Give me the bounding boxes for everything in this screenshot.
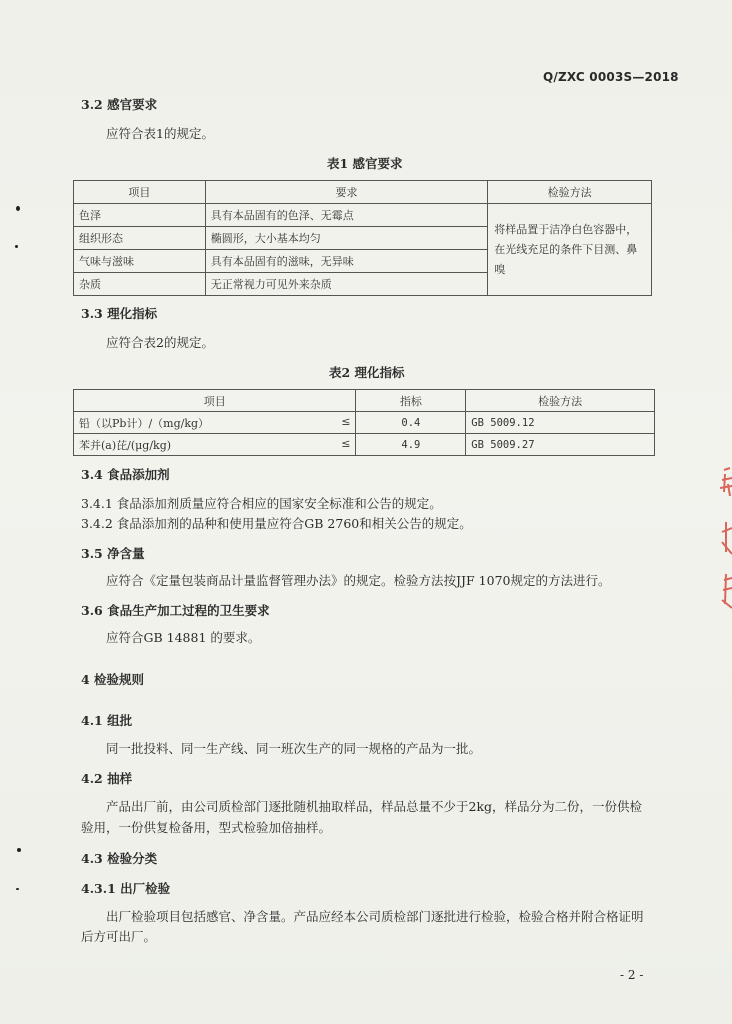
section-3-3-heading: 3.3 理化指标 [81, 306, 158, 321]
item-cell: 组织形态 [74, 227, 206, 250]
clause-3-4-2: 3.4.2 食品添加剂的品种和使用量应符合GB 2760和相关公告的规定。 [81, 516, 472, 531]
item-label: 铅（以Pb计）/（mg/kg） [79, 416, 210, 430]
table-1-caption: 表1 感官要求 [327, 156, 403, 171]
section-4-3-1-text-line2: 后方可出厂。 [81, 929, 157, 944]
column-header: 检验方法 [488, 181, 652, 204]
column-header: 项目 [74, 390, 356, 412]
table-2-caption: 表2 理化指标 [329, 365, 405, 380]
section-4-1-heading: 4.1 组批 [81, 713, 133, 728]
section-4-2-text-line1: 产品出厂前，由公司质检部门逐批随机抽取样品，样品总量不少于2kg，样品分为二份，一份供检 [106, 799, 643, 814]
item-cell [74, 434, 356, 456]
scan-speck [17, 848, 21, 852]
item-cell: 色泽 [74, 204, 206, 227]
section-3-5-heading: 3.5 净含量 [81, 546, 145, 561]
section-3-2-text: 应符合表1的规定。 [106, 126, 214, 141]
table-row [74, 204, 652, 227]
table-row [74, 412, 655, 434]
value-cell: 4.9 [356, 434, 466, 456]
item-cell: 气味与滋味 [74, 250, 206, 273]
section-4-3-1-text-line1: 出厂检验项目包括感官、净含量。产品应经本公司质检部门逐批进行检验，检验合格并附合格证明 [106, 909, 644, 924]
section-4-1-text: 同一批投料、同一生产线、同一班次生产的同一规格的产品为一批。 [106, 741, 482, 756]
item-cell: 杂质 [74, 273, 206, 296]
method-cell: 将样品置于洁净白色容器中，在光线充足的条件下目测、鼻嗅 [488, 204, 652, 296]
scan-speck [15, 245, 18, 248]
method-cell: GB 5009.27 [466, 434, 655, 456]
section-3-6-heading: 3.6 食品生产加工过程的卫生要求 [81, 603, 270, 618]
red-seal-stamp-edge [710, 462, 732, 632]
chapter-4-heading: 4 检验规则 [81, 672, 145, 687]
scan-speck [16, 206, 20, 211]
column-header: 要求 [205, 181, 487, 204]
column-header: 项目 [74, 181, 206, 204]
section-3-6-text: 应符合GB 14881 的要求。 [106, 630, 261, 645]
document-code: Q/ZXC 0003S—2018 [543, 70, 679, 84]
requirement-cell: 椭圆形，大小基本均匀 [205, 227, 487, 250]
method-cell: GB 5009.12 [466, 412, 655, 434]
section-3-4-heading: 3.4 食品添加剂 [81, 467, 170, 482]
section-4-3-1-heading: 4.3.1 出厂检验 [81, 881, 171, 896]
requirement-cell: 无正常视力可见外来杂质 [205, 273, 487, 296]
less-equal-symbol: ≤ [341, 436, 351, 450]
clause-3-4-1: 3.4.1 食品添加剂质量应符合相应的国家安全标准和公告的规定。 [81, 496, 442, 511]
page-number: - 2 - [620, 968, 644, 982]
section-4-2-heading: 4.2 抽样 [81, 771, 133, 786]
requirement-cell: 具有本品固有的滋味，无异味 [205, 250, 487, 273]
section-3-3-text: 应符合表2的规定。 [106, 335, 214, 350]
table-header-row [74, 181, 652, 204]
section-3-2-heading: 3.2 感官要求 [81, 97, 158, 112]
requirement-cell: 具有本品固有的色泽、无霉点 [205, 204, 487, 227]
column-header: 检验方法 [466, 390, 655, 412]
value-cell: 0.4 [356, 412, 466, 434]
item-label: 苯并(a)芘/(μg/kg) [79, 438, 172, 452]
table-header-row [74, 390, 655, 412]
table-1-sensory [73, 180, 652, 296]
less-equal-symbol: ≤ [341, 414, 351, 428]
section-4-3-heading: 4.3 检验分类 [81, 851, 158, 866]
table-row [74, 434, 655, 456]
item-cell [74, 412, 356, 434]
column-header: 指标 [356, 390, 466, 412]
table-2-physicochemical [73, 389, 655, 456]
section-4-2-text-line2: 验用，一份供复检备用，型式检验加倍抽样。 [81, 820, 332, 835]
section-3-5-text: 应符合《定量包装商品计量监督管理办法》的规定。检验方法按JJF 1070规定的方法进行。 [106, 573, 611, 588]
scan-speck [16, 888, 19, 890]
